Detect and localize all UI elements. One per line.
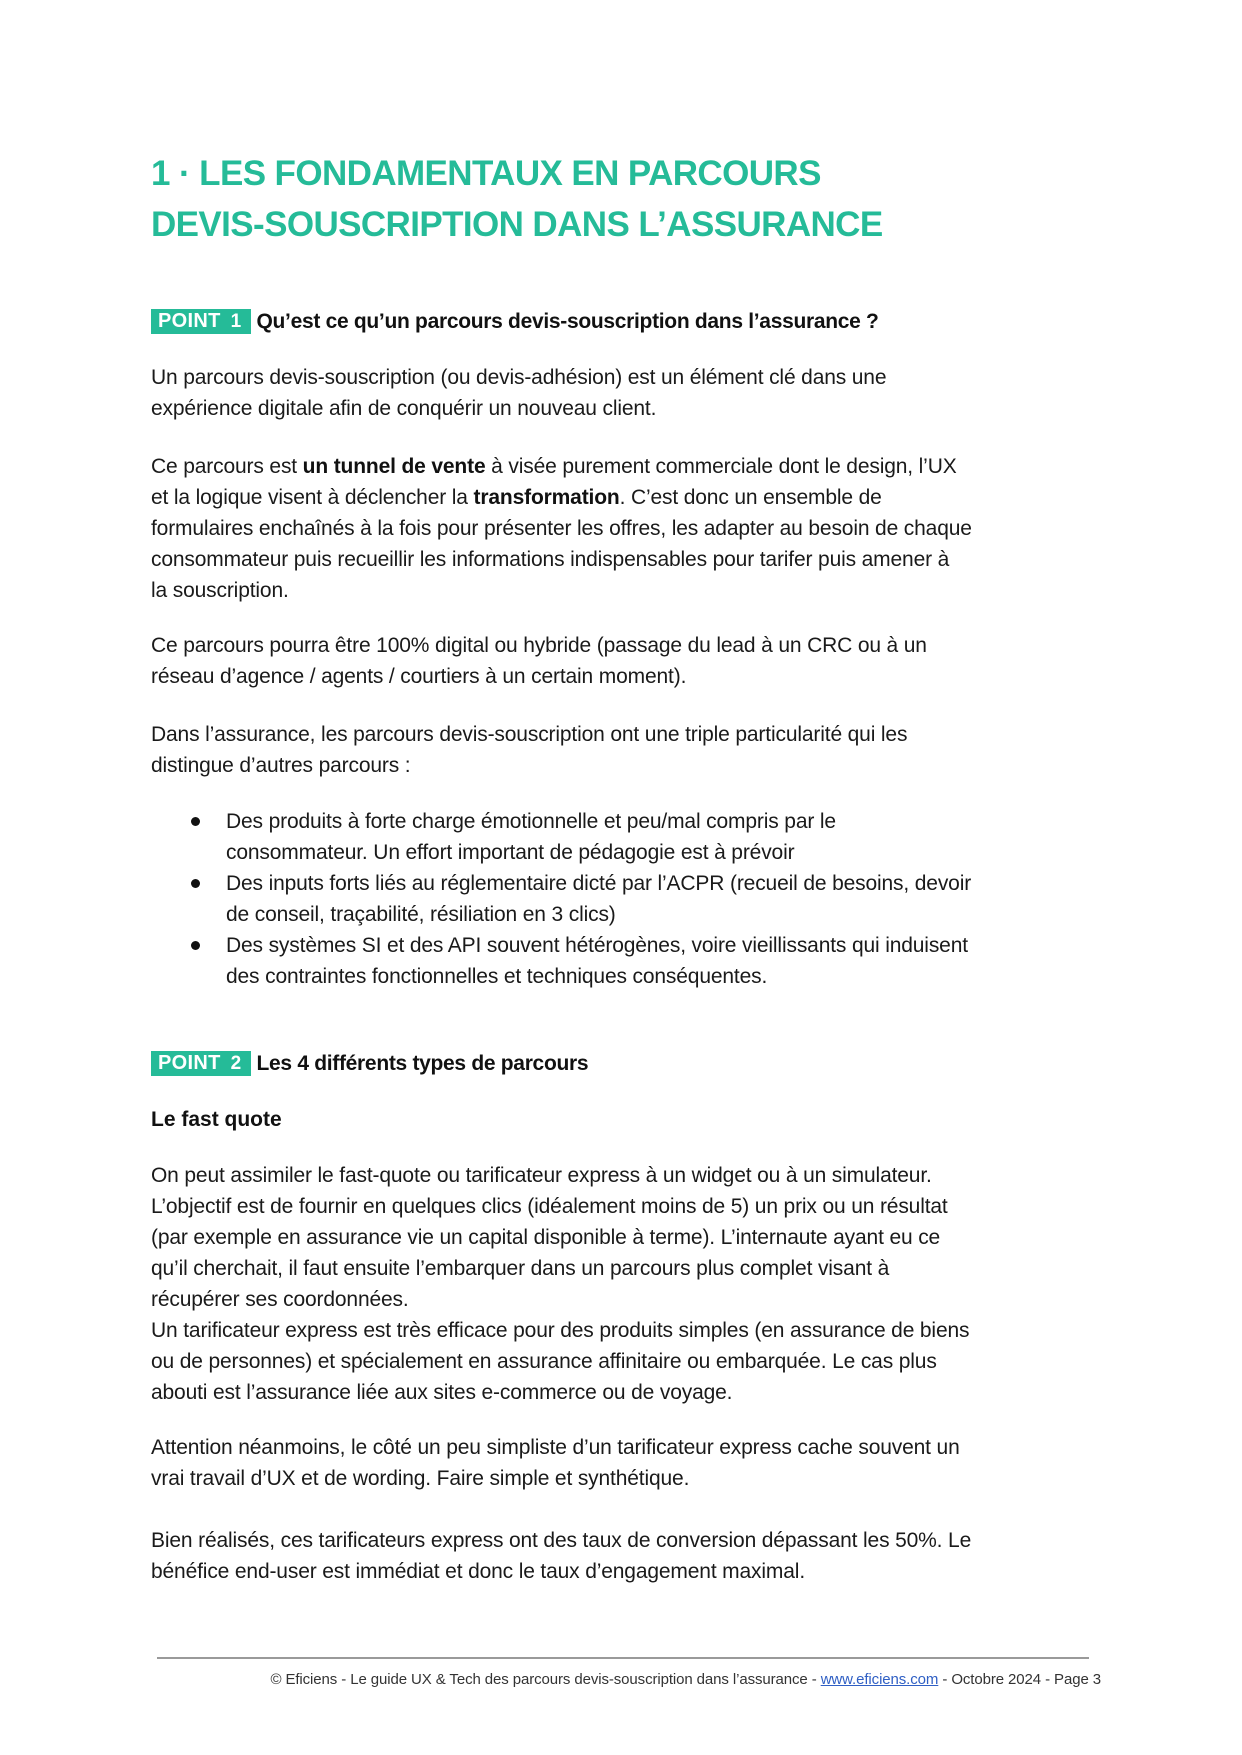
text-line: Ce parcours pourra être 100% digital ou hybride (passage du lead à un CRC ou à un [151,634,927,657]
footer-website-link[interactable]: www.eficiens.com [820,1671,939,1688]
point-1-paragraph-1 [151,362,1101,424]
text-line: distingue d’autres parcours : [151,754,411,777]
point-2-paragraph-2 [151,1432,1101,1494]
bullet-icon [191,941,200,950]
list-item [151,930,1101,992]
text-line: récupérer ses coordonnées. [151,1288,409,1311]
text-line: (par exemple en assurance vie un capital disponible à terme). L’internaute ayant eu ce [151,1226,941,1249]
point-2-title: Les 4 différents types de parcours [256,1051,589,1075]
text-line: vrai travail d’UX et de wording. Faire simple et synthétique. [151,1467,690,1490]
page-footer [270,1670,1101,1690]
footer-divider [157,1657,1089,1659]
list-item [151,806,1101,868]
text-line: réseau d’agence / agents / courtiers à un certain moment). [151,665,687,688]
point-1-title: Qu’est ce qu’un parcours devis-souscription dans l’assurance ? [256,309,879,333]
text-line: expérience digitale afin de conquérir un nouveau client. [151,397,657,420]
point-2-badge [151,1051,251,1076]
text-line: abouti est l’assurance liée aux sites e-commerce ou de voyage. [151,1381,733,1404]
emphasis-transformation: transformation [473,486,620,509]
point-1-badge [151,309,251,334]
text-run: . C’est donc un ensemble de [619,486,882,509]
point-2-paragraph-3 [151,1525,1101,1587]
point-badge-number: 1 [230,311,242,332]
text-line [151,482,1101,513]
footer-copyright: © Eficiens - Le guide UX & Tech des parcours devis-souscription dans l’assurance - [270,1671,821,1688]
chapter-title [151,148,883,250]
point-1-paragraph-2 [151,451,1101,606]
text-line: bénéfice end-user est immédiat et donc le taux d’engagement maximal. [151,1560,805,1583]
emphasis-tunnel-de-vente: un tunnel de vente [302,455,486,478]
chapter-title-line-1: 1 · LES FONDAMENTAUX EN PARCOURS [151,154,821,193]
text-line: Attention néanmoins, le côté un peu simpliste d’un tarificateur express cache souvent un [151,1436,960,1459]
text-line: consommateur. Un effort important de pédagogie est à prévoir [226,841,795,864]
text-line: formulaires enchaînés à la fois pour présenter les offres, les adapter au besoin de chaque [151,517,972,540]
text-line: Dans l’assurance, les parcours devis-souscription ont une triple particularité qui les [151,723,908,746]
text-line: Bien réalisés, ces tarificateurs express ont des taux de conversion dépassant les 50%. Le [151,1529,972,1552]
text-line: des contraintes fonctionnelles et techniques conséquentes. [226,965,768,988]
text-line: ou de personnes) et spécialement en assurance affinitaire ou embarquée. Le cas plus [151,1350,937,1373]
text-run: et la logique visent à déclencher la [151,486,474,509]
text-line [151,451,1101,482]
text-line: On peut assimiler le fast-quote ou tarificateur express à un widget ou à un simulateur. [151,1164,932,1187]
text-line: qu’il cherchait, il faut ensuite l’embarquer dans un parcours plus complet visant à [151,1257,890,1280]
text-run: Ce parcours est [151,455,303,478]
point-badge-label: POINT [158,1052,221,1074]
footer-date-page: - Octobre 2024 - Page 3 [938,1671,1101,1688]
point-1-paragraph-3 [151,630,1101,692]
point-badge-label: POINT [158,310,221,332]
point-badge-number: 2 [230,1053,242,1074]
chapter-title-line-2: DEVIS-SOUSCRIPTION DANS L’ASSURANCE [151,205,883,244]
text-line: consommateur puis recueillir les informations indispensables pour tarifer puis amener à [151,548,950,571]
list-item [151,868,1101,930]
text-line: Des systèmes SI et des API souvent hétérogènes, voire vieillissants qui induisent [226,934,968,957]
text-line: Des inputs forts liés au réglementaire dicté par l’ACPR (recueil de besoins, devoir [226,872,972,895]
text-line: Un tarificateur express est très efficace pour des produits simples (en assurance de biens [151,1319,970,1342]
bullet-icon [191,817,200,826]
text-line: la souscription. [151,579,289,602]
point-1-heading [151,309,879,334]
text-run: à visée purement commerciale dont le design, l’UX [485,455,957,478]
fast-quote-subheading: Le fast quote [151,1108,282,1131]
point-2-heading [151,1051,588,1076]
text-line: L’objectif est de fournir en quelques clics (idéalement moins de 5) un prix ou un résultat [151,1195,948,1218]
bullet-icon [191,879,200,888]
text-line: Un parcours devis-souscription (ou devis-adhésion) est un élément clé dans une [151,366,887,389]
particularities-list [151,806,1101,992]
point-2-paragraph-1 [151,1160,1101,1408]
text-line: Des produits à forte charge émotionnelle et peu/mal compris par le [226,810,836,833]
point-1-paragraph-4 [151,719,1101,781]
text-line: de conseil, traçabilité, résiliation en 3 clics) [226,903,616,926]
